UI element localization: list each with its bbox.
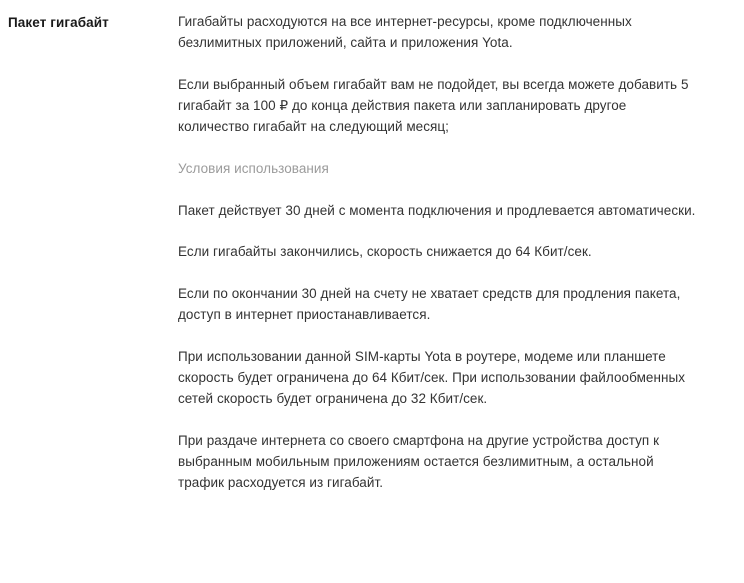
usage-conditions-subheading: Условия использования	[178, 160, 329, 176]
paragraph-terms-1: Пакет действует 30 дней с момента подключения и продлевается автоматически.	[178, 202, 696, 218]
paragraph-terms-3: Если по окончании 30 дней на счету не хватает средств для продления пакета, доступ в интернет приостанавливается.	[178, 286, 681, 323]
paragraph-intro-2: Если выбранный объем гигабайт вам не подойдет, вы всегда можете добавить 5 гигабайт за 100 ₽ до конца действия пакета или запланировать другое количество гигабайт на следующий месяц;	[178, 76, 689, 134]
paragraph-terms-4: При использовании данной SIM-карты Yota в роутере, модеме или планшете скорость будет ограничена до 64 Кбит/сек. При использовании файлообменных сетей скорость будет ограничена до 32 Кбит/сек.	[178, 349, 686, 407]
definition-row	[8, 12, 724, 494]
term-column	[8, 12, 178, 32]
paragraph-terms-2: Если гигабайты закончились, скорость снижается до 64 Кбит/сек.	[178, 244, 592, 260]
paragraph-intro-1: Гигабайты расходуются на все интернет-ресурсы, кроме подключенных безлимитных приложений, сайта и приложения Yota.	[178, 14, 632, 50]
description-column	[178, 12, 724, 494]
paragraph-terms-5: При раздаче интернета со своего смартфона на другие устройства доступ к выбранным мобильным приложениям остается безлимитным, а остальной трафик расходуется из гигабайт.	[178, 432, 660, 490]
term-label: Пакет гигабайт	[8, 15, 109, 30]
